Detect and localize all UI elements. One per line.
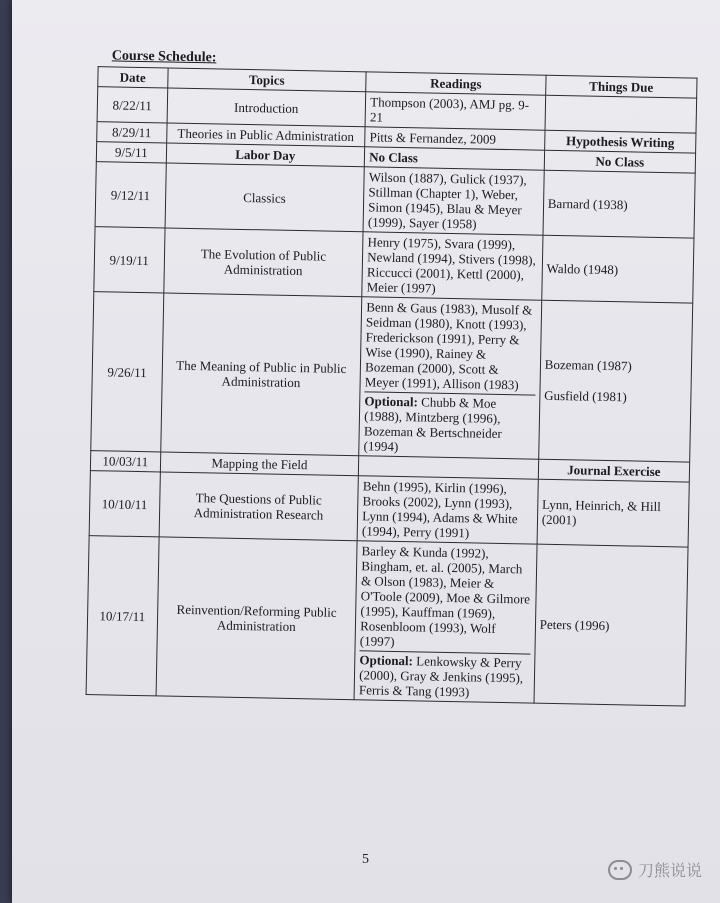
header-things-due: Things Due [545,75,697,98]
row-topic: Reinvention/Reforming Public Administration [156,537,358,700]
row-topic: Classics [165,163,365,232]
watermark-text: 刀熊说说 [638,861,703,880]
row-date: 8/29/11 [97,122,167,143]
optional-label: Optional: [364,393,419,410]
row-readings: No Class [364,147,544,170]
row-due: Bozeman (1987) [544,356,632,374]
row-due: Waldo (1948) [541,235,693,303]
table-row [94,227,694,303]
table-row [95,162,695,238]
row-due: Barnard (1938) [543,170,695,238]
row-readings: Wilson (1887), Gulick (1937), Stillman (Chapter 1), Weber, Simon (1945), Blau & Meyer (1999), Sayer (1958) [363,167,544,235]
paper-page [12,0,720,903]
row-topic: Mapping the Field [160,452,359,476]
row-readings: Barley & Kunda (1992), Bingham, et. al. (2005), March & Olson (1983), Meier & O'Toole (2009), Moe & Gilmore (1995), Kauffman (1969), Rosenbloom (1993), Wolf (1997) [359,543,531,649]
page-number: 5 [362,852,369,867]
header-date: Date [98,67,168,88]
header-topics: Topics [167,68,366,92]
row-date: 8/22/11 [97,87,167,123]
row-date: 9/12/11 [95,162,166,228]
row-date: 10/03/11 [90,451,160,472]
row-due: Journal Exercise [538,459,690,482]
row-due: No Class [544,150,696,173]
row-readings: Thompson (2003), AMJ pg. 9-21 [365,92,545,130]
schedule-sheet [78,48,714,707]
row-due-cell [538,300,692,462]
optional-label: Optional: [359,652,414,669]
row-readings: Pitts & Fernandez, 2009 [365,127,545,150]
schedule-heading: Course Schedule: [111,48,217,66]
optional-text: Lenkowsky & Perry (2000), Gray & Jenkins (1995), Ferris & Tang (1993) [358,653,524,700]
row-due: Peters (1996) [534,544,688,706]
wechat-icon [608,860,632,880]
row-date: 9/19/11 [94,227,165,293]
row-due: Hypothesis Writing [544,130,696,153]
row-date: 9/5/11 [96,142,166,163]
row-readings: Henry (1975), Svara (1999), Newland (1994), Stivers (1998), Riccucci (2001), Kettl (2000), Meier (1997) [362,232,543,300]
row-topic: The Questions of Public Administration Research [159,472,359,541]
header-readings: Readings [366,72,546,95]
watermark [608,858,702,881]
table-row [91,292,693,462]
optional-text: Chubb & Moe (1988), Mintzberg (1996), Bozeman & Bertschneider (1994) [363,394,502,454]
row-topic: The Meaning of Public in Public Administration [160,293,362,456]
row-topic: Introduction [167,88,366,127]
row-due [545,95,697,133]
row-topic: The Evolution of Public Administration [163,228,363,297]
row-date: 9/26/11 [91,292,164,452]
row-due-secondary: Gusfield (1981) [544,387,627,405]
row-readings-cell [359,297,542,459]
optional-readings [363,391,535,456]
row-topic: Theories in Public Administration [166,123,365,147]
row-readings: Behn (1995), Kirlin (1996), Brooks (2002), Lynn (1993), Lynn (1994), Adams & White (1994), Perry (1991) [357,476,538,544]
row-date: 10/17/11 [86,536,159,696]
table-row [89,471,689,547]
row-readings: Benn & Gaus (1983), Musolf & Seidman (1980), Knott (1993), Frederickson (1991), Perry & Wise (1990), Rainey & Bozeman (2000), Scott & Meyer (1991), Allison (1983) [364,299,533,393]
schedule-table [86,66,698,706]
row-readings-cell [354,541,537,703]
table-row [86,536,688,706]
row-due: Lynn, Heinrich, & Hill (2001) [537,479,689,547]
row-topic: Labor Day [166,143,365,167]
row-date: 10/10/11 [89,471,160,537]
optional-readings [359,650,530,700]
